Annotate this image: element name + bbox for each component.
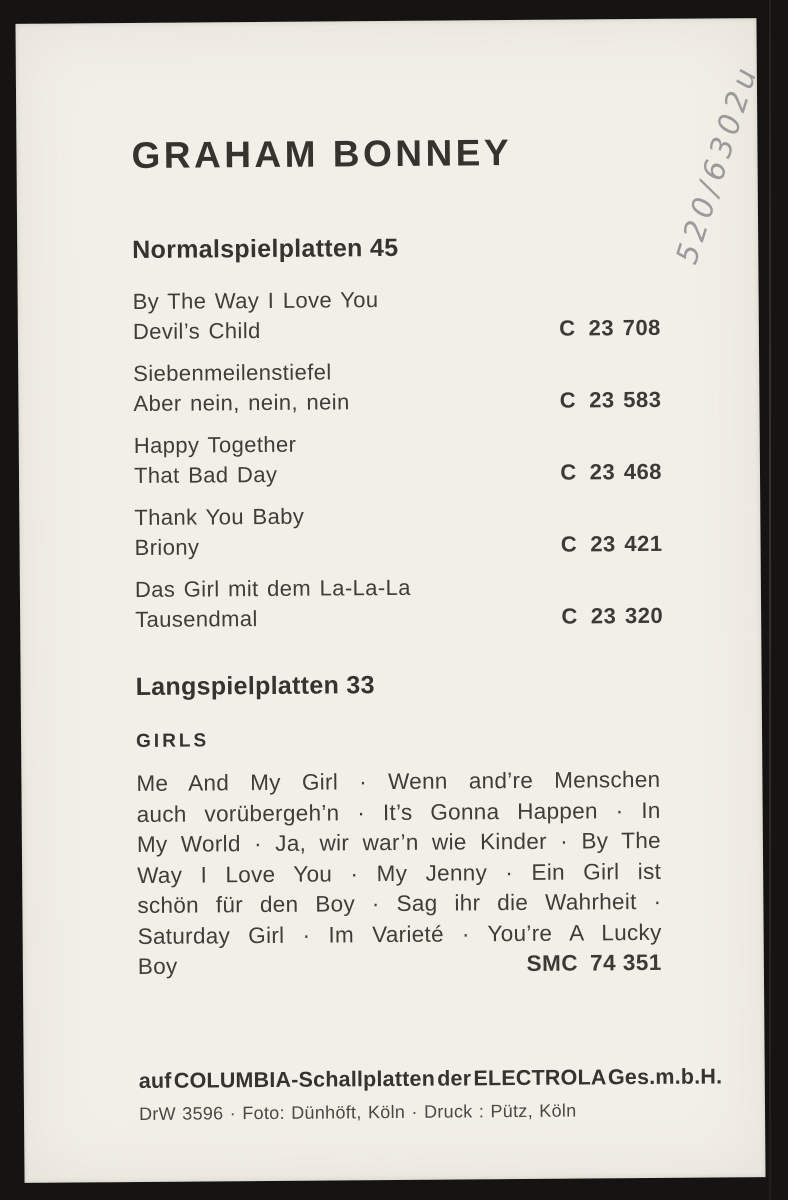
song-title-b: Tausendmal: [135, 606, 258, 633]
credits-line: DrW 3596 · Foto: Dünhöft, Köln · Druck : Pütz, Köln: [138, 1100, 577, 1124]
catalog-digits: 23 320: [590, 602, 664, 629]
album-title: GIRLS: [136, 730, 210, 753]
song-title-a: By The Way I Love You: [132, 287, 379, 315]
singles-section-heading: Normalspielplatten 45: [132, 233, 399, 265]
catalog-number: [561, 529, 663, 560]
catalog-number: [560, 385, 662, 416]
catalog-digits: 23 421: [590, 530, 663, 557]
record-entry: [135, 571, 663, 635]
tracklist-line: Me And My Girl · Wenn and’re Menschen: [136, 766, 661, 797]
catalog-number: [561, 601, 663, 632]
song-title-a: Das Girl mit dem La-La-La: [134, 574, 411, 603]
album-tracklist: [136, 765, 662, 983]
catalog-prefix: C: [559, 387, 577, 413]
handwritten-inventory-number: 520/6302u: [669, 59, 766, 269]
album-catalog-number: [526, 948, 662, 980]
tracklist-line: My World · Ja, wir war’n wie Kinder · By The: [136, 827, 661, 857]
tracklist-last-line: [138, 948, 662, 983]
singles-list: [133, 283, 664, 647]
song-title-b: Aber nein, nein, nein: [133, 389, 350, 417]
catalog-digits: 74 351: [589, 949, 662, 976]
scan-edge-highlight: [769, 0, 771, 1200]
publisher-line: auf COLUMBIA-Schallplatten der ELECTROLA Ges.m.b.H.: [138, 1064, 723, 1093]
tracklist-line: Saturday Girl · Im Varieté · You’re A Lucky: [137, 919, 662, 949]
catalog-digits: 23 468: [589, 458, 663, 485]
catalog-prefix: C: [559, 315, 576, 341]
record-card: [15, 18, 765, 1183]
song-title-a: Thank You Baby: [134, 503, 305, 531]
catalog-prefix: C: [560, 531, 578, 557]
artist-name: GRAHAM BONNEY: [131, 132, 513, 177]
song-title-a: Siebenmeilenstiefel: [133, 359, 332, 387]
catalog-prefix: C: [561, 603, 578, 629]
catalog-prefix: C: [560, 459, 577, 485]
song-title-b: Briony: [134, 534, 200, 561]
catalog-number: [559, 313, 661, 344]
catalog-number: [560, 457, 662, 488]
tracklist-line: schön für den Boy · Sag ihr die Wahrheit ·: [137, 888, 662, 918]
song-title-b: That Bad Day: [133, 461, 278, 489]
record-entry: [134, 499, 662, 563]
tracklist-line: Way I Love You · My Jenny · Ein Girl ist: [137, 858, 662, 888]
song-title-b: Devil’s Child: [132, 318, 261, 345]
record-entry: [133, 355, 661, 419]
record-entry: [134, 427, 662, 491]
albums-section-heading: Langspielplatten 33: [135, 671, 375, 702]
song-title-a: Happy Together: [133, 431, 297, 459]
catalog-digits: 23 583: [589, 386, 662, 413]
catalog-prefix: SMC: [526, 950, 579, 976]
catalog-digits: 23 708: [588, 314, 661, 341]
record-entry: [133, 283, 661, 347]
tracklist-last-word: Boy: [137, 953, 178, 979]
tracklist-line: auch vorübergeh’n · It’s Gonna Happen · In: [136, 797, 661, 827]
